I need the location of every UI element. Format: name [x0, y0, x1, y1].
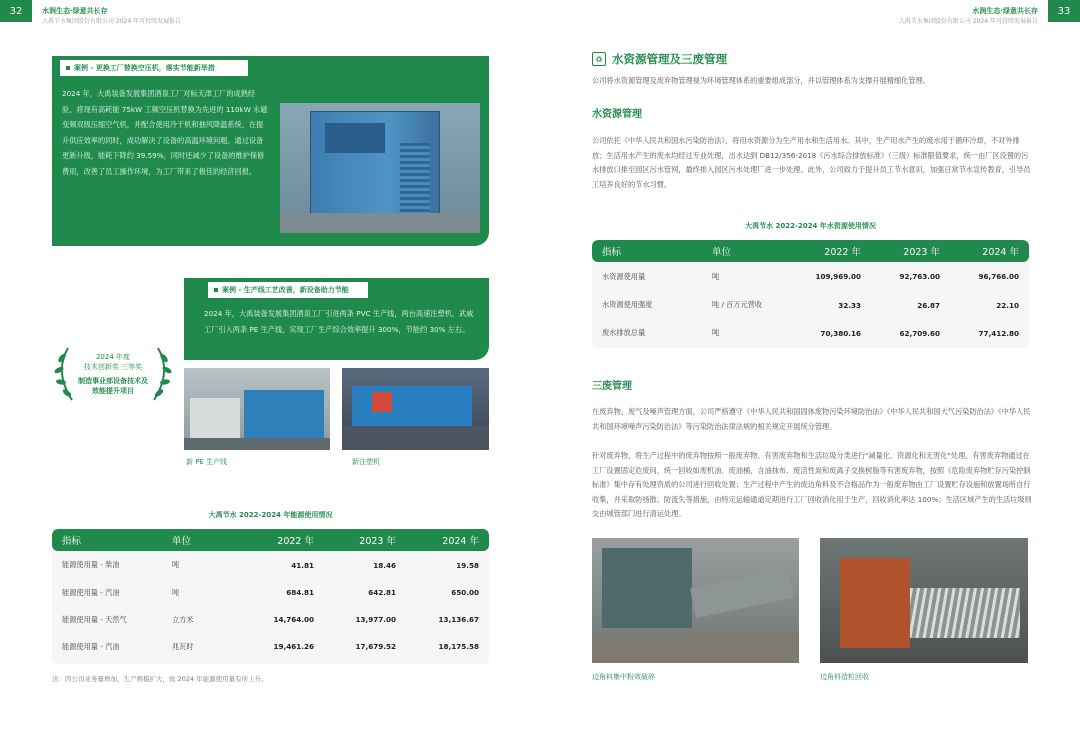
header-sub-right: 大禹节水集团股份有限公司 2024 年可持续发展报告 [898, 18, 1038, 25]
page-number-left: 32 [0, 0, 32, 22]
compressor-photo [280, 103, 480, 233]
water-table [592, 240, 1029, 348]
table-row: 能源使用量 - 天然气 立方米 14,764.00 13,977.00 13,136.67 [62, 614, 479, 624]
case1-text: 2024 年，大禹装备发展集团酒泉工厂对标天津工厂的成熟经验，将现有高耗能 75kW 工频空压机替换为先进的 110kW 永磁变频双级压缩空气机，并配合使用冷干机和抽风降温系统，在提升供应效率的同时，成功解决了设备的高温环境问题。通过设备更新升级，能耗下降约 39.59%，同时还减少了设备的维护保修费用，改善了员工操作环境，为工厂带来了极佳的经济回报。 [62, 89, 268, 176]
section-title: 水资源管理及三废管理 [612, 52, 727, 66]
bullet-icon [214, 288, 218, 292]
injection-caption: 新注塑机 [352, 458, 380, 466]
header-sub-left: 大禹节水集团股份有限公司 2024 年可持续发展报告 [42, 18, 182, 25]
compressor-caption: 110kW 永磁变频双级压缩空气机 [281, 239, 385, 247]
pelletizer-caption: 边角料造粒回收 [820, 673, 869, 681]
waste-title: 三废管理 [592, 381, 632, 392]
crusher-photo [592, 538, 799, 663]
award-project-1: 制造事业部设备技术及 [78, 377, 148, 385]
injection-machine-photo [342, 368, 489, 450]
waste-paragraph-2: 针对废弃物，将生产过程中的废弃物按照一般废弃物、有害废弃物和生活垃圾分类进行"减量化、资源化和无害化"处理。有害废弃物通过在工厂设置固定危废间，统一回收如废机油、废油桶、含油抹布、废活性炭和废离子交换树脂等有害废弃物，按照《危险废弃物贮存污染控制标准》集中存有处理资质的公司进行回收处置；生产过程中产生的废边角料及不合格品作为一般废弃物由工厂设置贮存设施和放置场所自行收集，并采取防扬散、防流失等措施，由特定运输通道定期进行工厂回收消化用于生产，回收消化率达 100%；生活区域产生的生活垃圾则交由城管部门进行清运处理。 [592, 451, 1032, 518]
header-title-left: 水润生态·绿意共长存 [42, 7, 108, 15]
header-title-right: 水润生态·绿意共长存 [972, 7, 1038, 15]
table-row: 能源使用量 - 汽油 吨 684.81 642.81 650.00 [62, 587, 479, 597]
pe-line-photo [184, 368, 330, 450]
energy-table [52, 529, 489, 664]
case2-title: 案例 - 生产线工艺改善，新设备助力节能 [208, 282, 368, 298]
waste-paragraph-1: 在废弃物、废气及噪声管理方面，公司严格遵守《中华人民共和国固体废物污染环境防治法》《中华人民共和国大气污染防治法》《中华人民共和国环境噪声污染防治法》等污染防治法律法规的相关规定开展统分管理。 [592, 407, 1031, 431]
crusher-caption: 边角料集中粉效破碎 [592, 673, 655, 681]
energy-note: 注：因公司业务量增加，生产规模扩大，致 2024 年能源使用量有所上升。 [52, 675, 268, 683]
pelletizer-photo [820, 538, 1028, 663]
award-name: 技术创新奖 三等奖 [83, 363, 143, 371]
water-title: 水资源管理 [592, 109, 642, 120]
table-row: 水资源使用量 吨 109,969.00 92,763.00 96,766.00 [602, 271, 1019, 281]
award-project-2: 效能提升项目 [92, 387, 134, 395]
pe-line-caption: 新 PE 生产线 [186, 458, 228, 466]
energy-table-header: 指标 单位 2022 年 2023 年 2024 年 [52, 529, 489, 551]
section-intro: 公司将水资源管理及废弃物管理视为环境管理体系的重要组成部分，并以管理体系为支撑开展精细化管理。 [592, 76, 930, 85]
energy-table-title: 大禹节水 2022-2024 年能源使用情况 [208, 511, 333, 519]
page-number-right: 33 [1048, 0, 1080, 22]
water-table-title: 大禹节水 2022-2024 年水资源使用情况 [745, 222, 876, 230]
recycle-icon: ♻ [592, 52, 606, 66]
water-text: 公司依托《中华人民共和国水污染防治法》，将用水资源分为生产用水和生活用水。其中，生产用水产生的废水用于循环冷却，不对外排放；生活用水产生的废水均经过专业处理，出水达到 DB12/356-2018《污水综合排放标准》（三级）标准限值要求，统一由厂区设置的污水排放口排至园区污水管网，最终排入园区污水处理厂进一步处理。此外，公司致力于提升员工节水意识，加强日常节水宣传教育，引导员工培养良好的节水习惯。 [592, 136, 1031, 189]
table-row: 水资源使用强度 吨 / 百万元营收 32.33 26.87 22.10 [602, 300, 1019, 310]
water-table-header: 指标 单位 2022 年 2023 年 2024 年 [592, 240, 1029, 262]
table-row: 能源使用量 - 柴油 吨 41.81 18.46 19.58 [62, 560, 479, 570]
case2-text: 2024 年，大禹装备发展集团酒泉工厂引进两条 PVC 生产线，两台高速注塑机，武威工厂引入两条 PE 生产线，实现工厂生产综合效率提升 300%，节能约 30% 左右。 [204, 309, 474, 334]
bullet-icon [66, 66, 70, 70]
right-page [540, 0, 1080, 732]
table-row: 能源使用量 - 汽油 兆瓦时 19,461.26 17,679.52 18,175.58 [62, 641, 479, 651]
award-year: 2024 年度 [95, 353, 131, 361]
case1-title: 案例 - 更换工厂替换空压机，落实节能新举措 [60, 60, 248, 76]
table-row: 废水排放总量 吨 70,380.16 62,709.60 77,412.80 [602, 328, 1019, 338]
